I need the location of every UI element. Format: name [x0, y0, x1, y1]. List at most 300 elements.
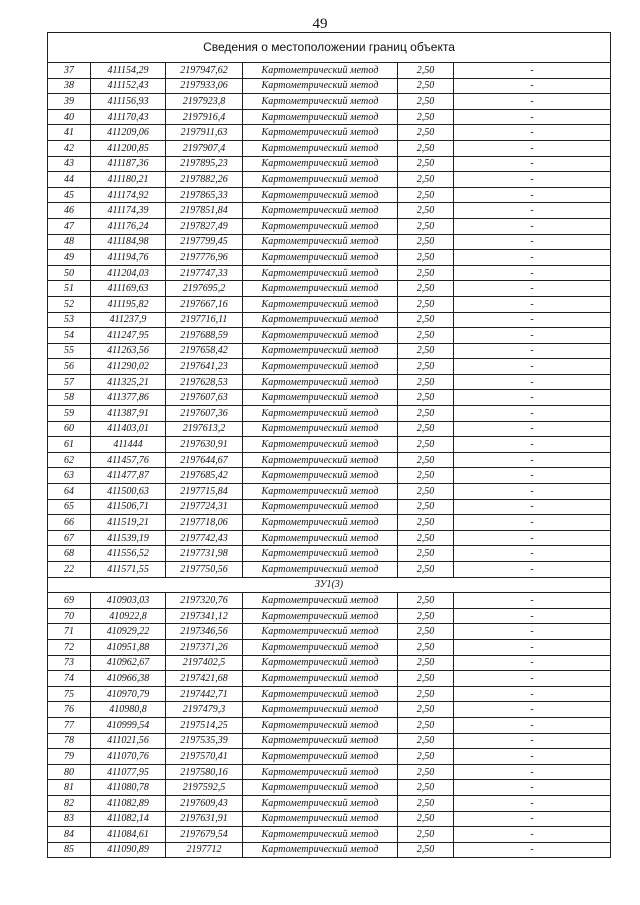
point-number-cell: 46: [48, 203, 91, 219]
table-title: Сведения о местоположении границ объекта: [48, 33, 611, 63]
description-cell: -: [454, 421, 611, 437]
x-coordinate-cell: 411403,01: [91, 421, 166, 437]
accuracy-cell: 2,50: [398, 172, 454, 188]
description-cell: -: [454, 343, 611, 359]
table-row: [48, 764, 611, 780]
description-cell: -: [454, 530, 611, 546]
accuracy-cell: 2,50: [398, 484, 454, 500]
accuracy-cell: 2,50: [398, 749, 454, 765]
point-number-cell: 75: [48, 686, 91, 702]
x-coordinate-cell: 411200,85: [91, 140, 166, 156]
table-body: [48, 33, 611, 858]
accuracy-cell: 2,50: [398, 671, 454, 687]
description-cell: -: [454, 452, 611, 468]
description-cell: -: [454, 515, 611, 531]
accuracy-cell: 2,50: [398, 452, 454, 468]
accuracy-cell: 2,50: [398, 406, 454, 422]
y-coordinate-cell: 2197712: [166, 842, 243, 858]
table-row: [48, 250, 611, 266]
table-row: [48, 795, 611, 811]
method-cell: Картометрический метод: [243, 702, 398, 718]
accuracy-cell: 2,50: [398, 328, 454, 344]
x-coordinate-cell: 411187,36: [91, 156, 166, 172]
table-title-row: [48, 33, 611, 63]
y-coordinate-cell: 2197592,5: [166, 780, 243, 796]
point-number-cell: 73: [48, 655, 91, 671]
accuracy-cell: 2,50: [398, 94, 454, 110]
method-cell: Картометрический метод: [243, 671, 398, 687]
x-coordinate-cell: 411152,43: [91, 78, 166, 94]
table-row: [48, 717, 611, 733]
method-cell: Картометрический метод: [243, 468, 398, 484]
description-cell: -: [454, 140, 611, 156]
accuracy-cell: 2,50: [398, 390, 454, 406]
point-number-cell: 22: [48, 562, 91, 578]
x-coordinate-cell: 411457,76: [91, 452, 166, 468]
table-row: [48, 499, 611, 515]
y-coordinate-cell: 2197718,06: [166, 515, 243, 531]
y-coordinate-cell: 2197479,3: [166, 702, 243, 718]
method-cell: Картометрический метод: [243, 218, 398, 234]
y-coordinate-cell: 2197628,53: [166, 374, 243, 390]
description-cell: -: [454, 764, 611, 780]
description-cell: -: [454, 717, 611, 733]
accuracy-cell: 2,50: [398, 795, 454, 811]
y-coordinate-cell: 2197580,16: [166, 764, 243, 780]
method-cell: Картометрический метод: [243, 530, 398, 546]
accuracy-cell: 2,50: [398, 218, 454, 234]
y-coordinate-cell: 2197715,84: [166, 484, 243, 500]
description-cell: -: [454, 811, 611, 827]
method-cell: Картометрический метод: [243, 156, 398, 172]
y-coordinate-cell: 2197402,5: [166, 655, 243, 671]
point-number-cell: 49: [48, 250, 91, 266]
table-row: [48, 312, 611, 328]
table-row: [48, 562, 611, 578]
accuracy-cell: 2,50: [398, 156, 454, 172]
table-row: [48, 655, 611, 671]
description-cell: -: [454, 359, 611, 375]
y-coordinate-cell: 2197688,59: [166, 328, 243, 344]
description-cell: -: [454, 733, 611, 749]
table-row: [48, 546, 611, 562]
y-coordinate-cell: 2197570,41: [166, 749, 243, 765]
table-row: [48, 811, 611, 827]
description-cell: -: [454, 842, 611, 858]
table-row: [48, 328, 611, 344]
method-cell: Картометрический метод: [243, 686, 398, 702]
y-coordinate-cell: 2197882,26: [166, 172, 243, 188]
table-row: [48, 827, 611, 843]
point-number-cell: 37: [48, 63, 91, 79]
x-coordinate-cell: 410962,67: [91, 655, 166, 671]
x-coordinate-cell: 411325,21: [91, 374, 166, 390]
description-cell: -: [454, 203, 611, 219]
table-row: [48, 749, 611, 765]
x-coordinate-cell: 410929,22: [91, 624, 166, 640]
x-coordinate-cell: 411500,63: [91, 484, 166, 500]
y-coordinate-cell: 2197799,45: [166, 234, 243, 250]
table-row: [48, 374, 611, 390]
y-coordinate-cell: 2197916,4: [166, 109, 243, 125]
description-cell: -: [454, 94, 611, 110]
accuracy-cell: 2,50: [398, 827, 454, 843]
table-row: [48, 203, 611, 219]
description-cell: -: [454, 63, 611, 79]
boundary-coordinates-table: [47, 32, 611, 858]
accuracy-cell: 2,50: [398, 764, 454, 780]
table-row: [48, 608, 611, 624]
method-cell: Картометрический метод: [243, 811, 398, 827]
method-cell: Картометрический метод: [243, 359, 398, 375]
x-coordinate-cell: 410999,54: [91, 717, 166, 733]
method-cell: Картометрический метод: [243, 452, 398, 468]
point-number-cell: 61: [48, 437, 91, 453]
accuracy-cell: 2,50: [398, 686, 454, 702]
accuracy-cell: 2,50: [398, 608, 454, 624]
accuracy-cell: 2,50: [398, 530, 454, 546]
accuracy-cell: 2,50: [398, 717, 454, 733]
accuracy-cell: 2,50: [398, 63, 454, 79]
x-coordinate-cell: 410966,38: [91, 671, 166, 687]
point-number-cell: 52: [48, 296, 91, 312]
description-cell: -: [454, 499, 611, 515]
point-number-cell: 79: [48, 749, 91, 765]
accuracy-cell: 2,50: [398, 562, 454, 578]
x-coordinate-cell: 411180,21: [91, 172, 166, 188]
x-coordinate-cell: 411263,56: [91, 343, 166, 359]
accuracy-cell: 2,50: [398, 811, 454, 827]
x-coordinate-cell: 411387,91: [91, 406, 166, 422]
point-number-cell: 72: [48, 639, 91, 655]
description-cell: -: [454, 780, 611, 796]
table-row: [48, 359, 611, 375]
y-coordinate-cell: 2197607,63: [166, 390, 243, 406]
point-number-cell: 65: [48, 499, 91, 515]
x-coordinate-cell: 411519,21: [91, 515, 166, 531]
x-coordinate-cell: 411170,43: [91, 109, 166, 125]
method-cell: Картометрический метод: [243, 484, 398, 500]
description-cell: -: [454, 749, 611, 765]
accuracy-cell: 2,50: [398, 421, 454, 437]
point-number-cell: 50: [48, 265, 91, 281]
method-cell: Картометрический метод: [243, 265, 398, 281]
point-number-cell: 62: [48, 452, 91, 468]
method-cell: Картометрический метод: [243, 639, 398, 655]
description-cell: -: [454, 546, 611, 562]
method-cell: Картометрический метод: [243, 234, 398, 250]
point-number-cell: 67: [48, 530, 91, 546]
description-cell: -: [454, 624, 611, 640]
description-cell: -: [454, 702, 611, 718]
y-coordinate-cell: 2197346,56: [166, 624, 243, 640]
description-cell: -: [454, 795, 611, 811]
table-row: [48, 281, 611, 297]
table-row: [48, 218, 611, 234]
x-coordinate-cell: 411184,98: [91, 234, 166, 250]
description-cell: -: [454, 328, 611, 344]
x-coordinate-cell: 411021,56: [91, 733, 166, 749]
table-row: [48, 78, 611, 94]
method-cell: Картометрический метод: [243, 437, 398, 453]
description-cell: -: [454, 125, 611, 141]
accuracy-cell: 2,50: [398, 702, 454, 718]
y-coordinate-cell: 2197742,43: [166, 530, 243, 546]
accuracy-cell: 2,50: [398, 624, 454, 640]
x-coordinate-cell: 411539,19: [91, 530, 166, 546]
method-cell: Картометрический метод: [243, 827, 398, 843]
y-coordinate-cell: 2197667,16: [166, 296, 243, 312]
y-coordinate-cell: 2197641,23: [166, 359, 243, 375]
x-coordinate-cell: 411506,71: [91, 499, 166, 515]
y-coordinate-cell: 2197679,54: [166, 827, 243, 843]
x-coordinate-cell: 411237,9: [91, 312, 166, 328]
x-coordinate-cell: 411156,93: [91, 94, 166, 110]
point-number-cell: 60: [48, 421, 91, 437]
description-cell: -: [454, 172, 611, 188]
method-cell: Картометрический метод: [243, 187, 398, 203]
accuracy-cell: 2,50: [398, 296, 454, 312]
accuracy-cell: 2,50: [398, 780, 454, 796]
method-cell: Картометрический метод: [243, 281, 398, 297]
point-number-cell: 77: [48, 717, 91, 733]
x-coordinate-cell: 410922,8: [91, 608, 166, 624]
y-coordinate-cell: 2197731,98: [166, 546, 243, 562]
point-number-cell: 43: [48, 156, 91, 172]
method-cell: Картометрический метод: [243, 749, 398, 765]
x-coordinate-cell: 410980,8: [91, 702, 166, 718]
description-cell: -: [454, 827, 611, 843]
description-cell: -: [454, 187, 611, 203]
accuracy-cell: 2,50: [398, 343, 454, 359]
point-number-cell: 57: [48, 374, 91, 390]
method-cell: Картометрический метод: [243, 374, 398, 390]
method-cell: Картометрический метод: [243, 717, 398, 733]
description-cell: -: [454, 437, 611, 453]
method-cell: Картометрический метод: [243, 562, 398, 578]
y-coordinate-cell: 2197776,96: [166, 250, 243, 266]
point-number-cell: 83: [48, 811, 91, 827]
x-coordinate-cell: 411176,24: [91, 218, 166, 234]
method-cell: Картометрический метод: [243, 515, 398, 531]
y-coordinate-cell: 2197644,67: [166, 452, 243, 468]
y-coordinate-cell: 2197911,63: [166, 125, 243, 141]
page-number: 49: [312, 16, 328, 32]
x-coordinate-cell: 411444: [91, 437, 166, 453]
table-row: [48, 156, 611, 172]
description-cell: -: [454, 671, 611, 687]
y-coordinate-cell: 2197320,76: [166, 593, 243, 609]
point-number-cell: 54: [48, 328, 91, 344]
x-coordinate-cell: 411204,03: [91, 265, 166, 281]
description-cell: -: [454, 639, 611, 655]
accuracy-cell: 2,50: [398, 359, 454, 375]
method-cell: Картометрический метод: [243, 499, 398, 515]
table-row: [48, 343, 611, 359]
table-row: [48, 390, 611, 406]
point-number-cell: 74: [48, 671, 91, 687]
y-coordinate-cell: 2197535,39: [166, 733, 243, 749]
method-cell: Картометрический метод: [243, 125, 398, 141]
description-cell: -: [454, 265, 611, 281]
table-row: [48, 187, 611, 203]
method-cell: Картометрический метод: [243, 172, 398, 188]
table-row: [48, 63, 611, 79]
y-coordinate-cell: 2197442,71: [166, 686, 243, 702]
y-coordinate-cell: 2197341,12: [166, 608, 243, 624]
x-coordinate-cell: 411194,76: [91, 250, 166, 266]
y-coordinate-cell: 2197613,2: [166, 421, 243, 437]
accuracy-cell: 2,50: [398, 499, 454, 515]
method-cell: Картометрический метод: [243, 764, 398, 780]
table-row: [48, 639, 611, 655]
table-row: [48, 172, 611, 188]
x-coordinate-cell: 411209,06: [91, 125, 166, 141]
x-coordinate-cell: 411077,95: [91, 764, 166, 780]
y-coordinate-cell: 2197371,26: [166, 639, 243, 655]
y-coordinate-cell: 2197747,33: [166, 265, 243, 281]
method-cell: Картометрический метод: [243, 343, 398, 359]
y-coordinate-cell: 2197907,4: [166, 140, 243, 156]
method-cell: Картометрический метод: [243, 624, 398, 640]
method-cell: Картометрический метод: [243, 655, 398, 671]
accuracy-cell: 2,50: [398, 639, 454, 655]
point-number-cell: 78: [48, 733, 91, 749]
description-cell: -: [454, 156, 611, 172]
table-row: [48, 515, 611, 531]
point-number-cell: 55: [48, 343, 91, 359]
x-coordinate-cell: 411154,29: [91, 63, 166, 79]
table-row: [48, 109, 611, 125]
accuracy-cell: 2,50: [398, 78, 454, 94]
x-coordinate-cell: 410903,03: [91, 593, 166, 609]
method-cell: Картометрический метод: [243, 140, 398, 156]
table-row: [48, 437, 611, 453]
point-number-cell: 66: [48, 515, 91, 531]
point-number-cell: 48: [48, 234, 91, 250]
method-cell: Картометрический метод: [243, 94, 398, 110]
table-row: [48, 452, 611, 468]
table-row: [48, 406, 611, 422]
point-number-cell: 44: [48, 172, 91, 188]
accuracy-cell: 2,50: [398, 234, 454, 250]
point-number-cell: 51: [48, 281, 91, 297]
table-row: [48, 468, 611, 484]
description-cell: -: [454, 234, 611, 250]
description-cell: -: [454, 686, 611, 702]
table-row: [48, 125, 611, 141]
method-cell: Картометрический метод: [243, 109, 398, 125]
x-coordinate-cell: 411247,95: [91, 328, 166, 344]
x-coordinate-cell: 411290,02: [91, 359, 166, 375]
description-cell: -: [454, 281, 611, 297]
point-number-cell: 45: [48, 187, 91, 203]
point-number-cell: 47: [48, 218, 91, 234]
method-cell: Картометрический метод: [243, 780, 398, 796]
method-cell: Картометрический метод: [243, 406, 398, 422]
description-cell: -: [454, 562, 611, 578]
y-coordinate-cell: 2197658,42: [166, 343, 243, 359]
method-cell: Картометрический метод: [243, 842, 398, 858]
table-row: [48, 265, 611, 281]
point-number-cell: 68: [48, 546, 91, 562]
point-number-cell: 64: [48, 484, 91, 500]
description-cell: -: [454, 484, 611, 500]
point-number-cell: 42: [48, 140, 91, 156]
point-number-cell: 85: [48, 842, 91, 858]
y-coordinate-cell: 2197514,25: [166, 717, 243, 733]
description-cell: -: [454, 312, 611, 328]
method-cell: Картометрический метод: [243, 312, 398, 328]
y-coordinate-cell: 2197607,36: [166, 406, 243, 422]
y-coordinate-cell: 2197827,49: [166, 218, 243, 234]
accuracy-cell: 2,50: [398, 265, 454, 281]
point-number-cell: 41: [48, 125, 91, 141]
section-label: ЗУ1(3): [48, 577, 611, 593]
y-coordinate-cell: 2197923,8: [166, 94, 243, 110]
accuracy-cell: 2,50: [398, 203, 454, 219]
accuracy-cell: 2,50: [398, 546, 454, 562]
table-row: [48, 593, 611, 609]
point-number-cell: 39: [48, 94, 91, 110]
y-coordinate-cell: 2197851,84: [166, 203, 243, 219]
y-coordinate-cell: 2197895,23: [166, 156, 243, 172]
x-coordinate-cell: 411174,92: [91, 187, 166, 203]
point-number-cell: 69: [48, 593, 91, 609]
description-cell: -: [454, 655, 611, 671]
table-row: [48, 140, 611, 156]
table-row: [48, 296, 611, 312]
description-cell: -: [454, 296, 611, 312]
point-number-cell: 40: [48, 109, 91, 125]
x-coordinate-cell: 410951,88: [91, 639, 166, 655]
method-cell: Картометрический метод: [243, 203, 398, 219]
method-cell: Картометрический метод: [243, 795, 398, 811]
method-cell: Картометрический метод: [243, 390, 398, 406]
point-number-cell: 53: [48, 312, 91, 328]
x-coordinate-cell: 411195,82: [91, 296, 166, 312]
x-coordinate-cell: 411082,89: [91, 795, 166, 811]
description-cell: -: [454, 390, 611, 406]
x-coordinate-cell: 411556,52: [91, 546, 166, 562]
y-coordinate-cell: 2197421,68: [166, 671, 243, 687]
y-coordinate-cell: 2197750,56: [166, 562, 243, 578]
accuracy-cell: 2,50: [398, 140, 454, 156]
table-row: [48, 671, 611, 687]
point-number-cell: 76: [48, 702, 91, 718]
point-number-cell: 59: [48, 406, 91, 422]
table-row: [48, 624, 611, 640]
accuracy-cell: 2,50: [398, 281, 454, 297]
y-coordinate-cell: 2197695,2: [166, 281, 243, 297]
accuracy-cell: 2,50: [398, 842, 454, 858]
accuracy-cell: 2,50: [398, 733, 454, 749]
accuracy-cell: 2,50: [398, 593, 454, 609]
section-header-row: [48, 577, 611, 593]
x-coordinate-cell: 411084,61: [91, 827, 166, 843]
method-cell: Картометрический метод: [243, 546, 398, 562]
method-cell: Картометрический метод: [243, 63, 398, 79]
accuracy-cell: 2,50: [398, 125, 454, 141]
description-cell: -: [454, 78, 611, 94]
table-row: [48, 530, 611, 546]
x-coordinate-cell: 411080,78: [91, 780, 166, 796]
y-coordinate-cell: 2197724,31: [166, 499, 243, 515]
description-cell: -: [454, 593, 611, 609]
y-coordinate-cell: 2197630,91: [166, 437, 243, 453]
x-coordinate-cell: 411169,63: [91, 281, 166, 297]
accuracy-cell: 2,50: [398, 250, 454, 266]
